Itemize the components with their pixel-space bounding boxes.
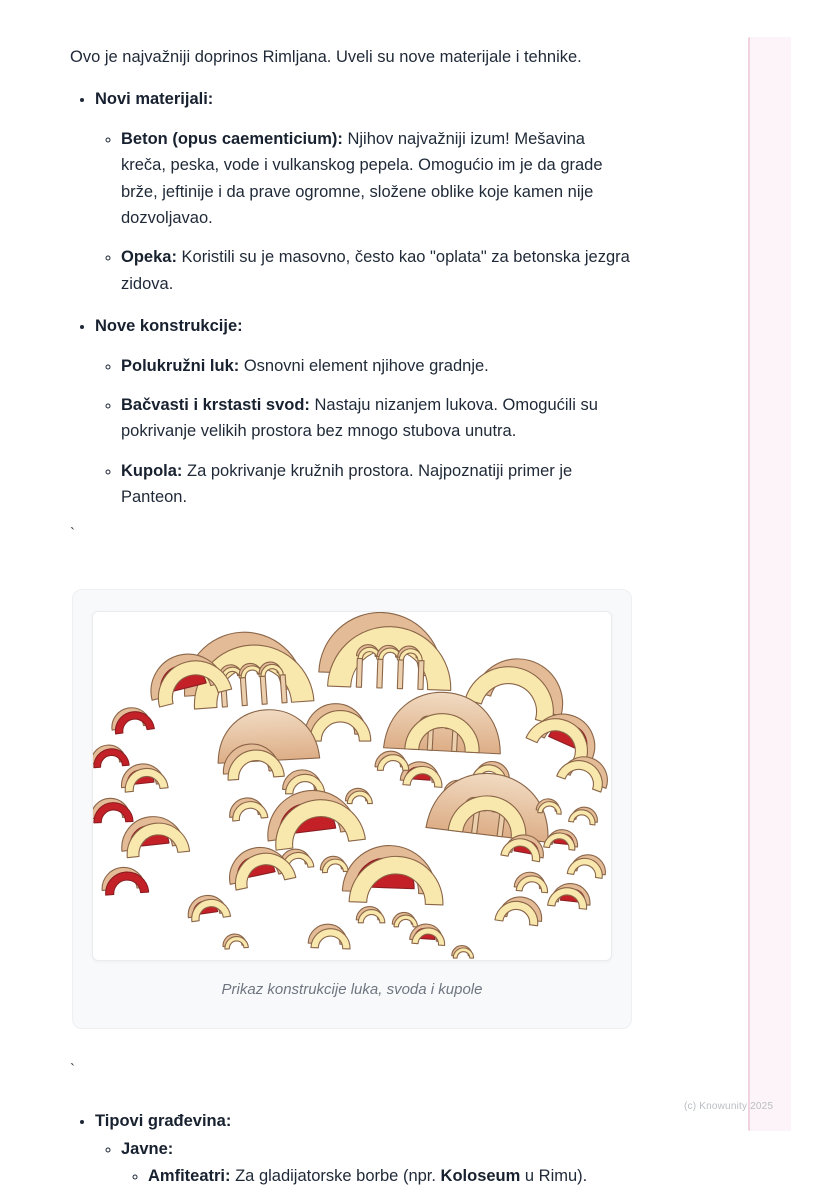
term: Opeka: — [121, 248, 177, 267]
term: Polukružni luk: — [121, 356, 240, 375]
intro-paragraph: Ovo je najvažniji doprinos Rimljana. Uveli su nove materijale i tehnike. — [70, 48, 582, 66]
definition: Osnovni element njihove gradnje. — [239, 356, 489, 375]
stray-backtick: ` — [70, 1060, 75, 1078]
term: Beton (opus caementicium): — [121, 129, 343, 148]
definition: Nastaju nizanjem lukova. Omogućili su pokrivanje velikih prostora bez mnogo stubova unutra. — [121, 395, 598, 441]
document-body — [70, 44, 634, 1190]
stray-backtick: ` — [70, 525, 75, 543]
arches-illustration — [93, 612, 611, 960]
definition: u Rimu). — [520, 1167, 588, 1186]
definition: Za gladijatorske borbe (npr. — [230, 1167, 441, 1186]
term: Javne: — [121, 1139, 174, 1158]
figure-caption: Prikaz konstrukcije luka, svoda i kupole — [221, 980, 483, 998]
definition: Za pokrivanje kružnih prostora. Najpoznatiji primer je Panteon. — [121, 461, 573, 507]
figure-card — [72, 589, 632, 1029]
list-item — [121, 126, 634, 232]
building-types-list — [70, 1108, 634, 1189]
figure-image — [92, 611, 612, 961]
materials-sublist — [95, 126, 634, 297]
constructions-sublist — [95, 353, 634, 511]
list-title: Novi materijali: — [95, 90, 214, 109]
definition: Koristili su je masovno, često kao "oplata" za betonska jezgra zidova. — [121, 248, 630, 293]
list-title: Tipovi građevina: — [95, 1112, 232, 1131]
copyright-watermark: (c) Knowunity 2025 — [684, 1101, 774, 1112]
page-edge-highlight-strip — [748, 37, 791, 1131]
term: Kupola: — [121, 461, 183, 480]
list-item — [95, 86, 634, 297]
list-item — [95, 1108, 634, 1189]
materials-and-constructions-list — [70, 86, 634, 510]
term: Amfiteatri: — [148, 1167, 231, 1186]
list-item — [121, 353, 634, 379]
building-types-sublist — [95, 1136, 634, 1190]
definition: Njihov najvažniji izum! Mešavina kreča, peska, vode i vulkanskog pepela. Omogućio im je da grade brže, jeftinije i da prave ogromne, složene oblike koje kamen nije dozvoljavao. — [121, 129, 603, 227]
public-buildings-sublist — [121, 1163, 634, 1189]
list-item — [121, 244, 634, 297]
term: Bačvasti i krstasti svod: — [121, 395, 310, 414]
list-title: Nove konstrukcije: — [95, 317, 243, 336]
list-item — [121, 392, 634, 445]
highlighted-term: Koloseum — [440, 1167, 521, 1186]
list-item — [121, 458, 634, 511]
list-item — [148, 1163, 634, 1189]
list-item — [95, 313, 634, 510]
list-item — [121, 1136, 634, 1190]
